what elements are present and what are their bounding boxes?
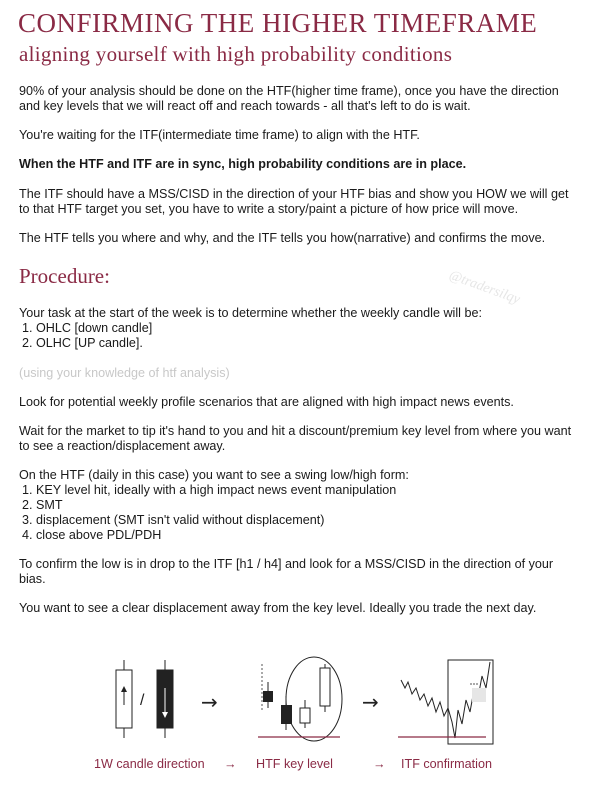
caption-arrow: → [373, 757, 386, 771]
arrow-icon: → [201, 690, 218, 714]
down-candle-icon [157, 660, 173, 738]
procedure-heading: Procedure: [19, 264, 110, 288]
procedure-look: Look for potential weekly profile scenarios that are aligned with high impact news events. [19, 395, 514, 409]
up-candle-icon [116, 660, 132, 738]
arrow-icon: → [362, 690, 379, 714]
intro-paragraph-3: When the HTF and ITF are in sync, high probability conditions are in place. [19, 157, 467, 171]
procedure-wait: Wait for the market to tip it's hand to you and hit a discount/premium key level from where you want to see a reaction/displacement away. [19, 424, 572, 453]
htf-steps-block [19, 468, 579, 543]
slash-separator: / [140, 692, 145, 709]
task-options-list [19, 321, 579, 351]
task-option: 2. OLHC [UP candle]. [22, 336, 143, 350]
task-option: 1. OHLC [down candle] [22, 321, 153, 335]
watermark: @tradersilqy [446, 268, 522, 308]
procedure-task [19, 306, 579, 351]
caption-itf-confirmation: ITF confirmation [401, 757, 492, 771]
intro-paragraph-2: You're waiting for the ITF(intermediate time frame) to align with the HTF. [19, 128, 420, 142]
htf-step: 1. KEY level hit, ideally with a high impact news event manipulation [22, 483, 397, 497]
htf-key-level-chart [258, 657, 342, 741]
intro-paragraph-4: The ITF should have a MSS/CISD in the direction of your HTF bias and show you HOW we will get to that HTF target you set, you have to write a story/paint a picture of how price will move. [19, 187, 569, 216]
page-subtitle: aligning yourself with high probability conditions [19, 42, 453, 66]
htf-intro: On the HTF (daily in this case) you want to see a swing low/high form: [19, 468, 409, 482]
htf-step: 3. displacement (SMT isn't valid without displacement) [22, 513, 325, 527]
htf-step: 4. close above PDL/PDH [22, 528, 162, 542]
page-title: CONFIRMING THE HIGHER TIMEFRAME [18, 8, 538, 38]
htf-steps-list [19, 483, 579, 543]
caption-htf-key-level: HTF key level [256, 757, 333, 771]
procedure-confirm: To confirm the low is in drop to the ITF [h1 / h4] and look for a MSS/CISD in the direction of your bias. [19, 557, 554, 586]
procedure-task-text: Your task at the start of the week is to determine whether the weekly candle will be: [19, 306, 482, 320]
htf-step: 2. SMT [22, 498, 63, 512]
itf-confirmation-chart [398, 660, 493, 744]
timeframe-diagram [0, 650, 597, 770]
intro-paragraph-5: The HTF tells you where and why, and the ITF tells you how(narrative) and confirms the move. [19, 231, 546, 245]
caption-candle-direction: 1W candle direction [94, 757, 205, 771]
procedure-note: (using your knowledge of htf analysis) [19, 366, 230, 380]
procedure-displace: You want to see a clear displacement away from the key level. Ideally you trade the next day. [19, 601, 537, 615]
intro-paragraph-1: 90% of your analysis should be done on the HTF(higher time frame), once you have the direction and key levels that we will react off and reach towards - all that's left to do is wait. [19, 84, 559, 113]
caption-arrow: → [224, 757, 237, 771]
